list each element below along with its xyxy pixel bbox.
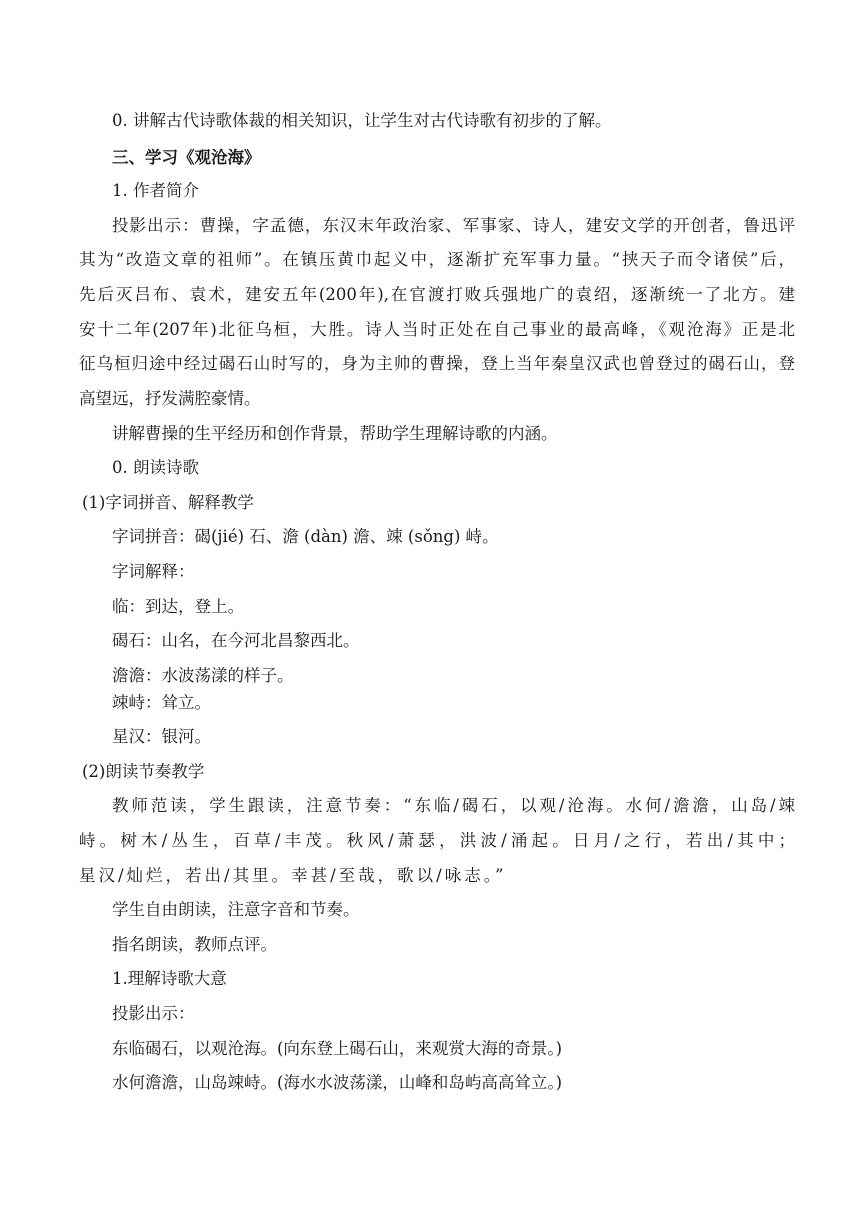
- sub-item-heading: (2)朗读节奏教学: [82, 762, 205, 781]
- subsection-heading: 1.理解诗歌大意: [112, 969, 227, 988]
- paragraph-line: 东临碣石，以观沧海。(向东登上碣石山，来观赏大海的奇景。): [112, 1039, 563, 1058]
- definition-line: 碣石：山名，在今河北昌黎西北。: [112, 631, 360, 650]
- paragraph-line: 先后灭吕布、袁术，建安五年(200年),在官渡打败兵强地广的袁绍，逐渐统一了北方。建: [79, 285, 795, 304]
- definition-line: 临：到达，登上。: [112, 597, 244, 616]
- paragraph-line: 征乌桓归途中经过碣石山时写的，身为主帅的曹操，登上当年秦皇汉武也曾登过的碣石山，登: [79, 354, 795, 373]
- paragraph-line: 学生自由朗读，注意字音和节奏。: [112, 900, 360, 919]
- definition-line: 星汉：银河。: [112, 727, 211, 746]
- section-heading: 三、学习《观沧海》: [112, 148, 261, 167]
- paragraph-line: 教师范读，学生跟读，注意节奏：“东临/碣石，以观/沧海。水何/澹澹，山岛/竦: [112, 796, 795, 815]
- paragraph-line: 指名朗读，教师点评。: [112, 935, 277, 954]
- paragraph-line: 水何澹澹，山岛竦峙。(海水水波荡漾，山峰和岛屿高高耸立。): [112, 1073, 563, 1092]
- paragraph-line: 0. 讲解古代诗歌体裁的相关知识，让学生对古代诗歌有初步的了解。: [112, 111, 612, 130]
- paragraph-line: 字词解释：: [112, 562, 195, 581]
- paragraph-line: 峙。树木/丛生，百草/丰茂。秋风/萧瑟，洪波/涌起。日月/之行，若出/其中；: [79, 831, 795, 850]
- paragraph-line: 字词拼音：碣(jié) 石、澹 (dàn) 澹、竦 (sǒng) 峙。: [112, 527, 499, 546]
- paragraph-line: 投影出示：曹操，字孟德，东汉末年政治家、军事家、诗人，建安文学的开创者，鲁迅评: [112, 216, 795, 235]
- paragraph-line: 其为“改造文章的祖师”。在镇压黄巾起义中，逐渐扩充军事力量。“挟天子而令诸侯”后，: [79, 250, 795, 269]
- paragraph-line: 星汉/灿烂，若出/其里。幸甚/至哉，歌以/咏志。”: [79, 866, 507, 885]
- subsection-heading: 0. 朗读诗歌: [112, 458, 199, 477]
- paragraph-line: 讲解曹操的生平经历和创作背景，帮助学生理解诗歌的内涵。: [112, 424, 558, 443]
- paragraph-line: 高望远，抒发满腔豪情。: [79, 389, 261, 408]
- definition-line: 澹澹：水波荡漾的样子。: [112, 666, 294, 685]
- definition-line: 竦峙：耸立。: [112, 693, 211, 712]
- sub-item-heading: (1)字词拼音、解释教学: [82, 493, 254, 512]
- subsection-heading: 1. 作者简介: [112, 181, 199, 200]
- paragraph-line: 安十二年(207年)北征乌桓，大胜。诗人当时正处在自己事业的最高峰，《观沧海》正是北: [79, 320, 795, 339]
- paragraph-line: 投影出示：: [112, 1004, 195, 1023]
